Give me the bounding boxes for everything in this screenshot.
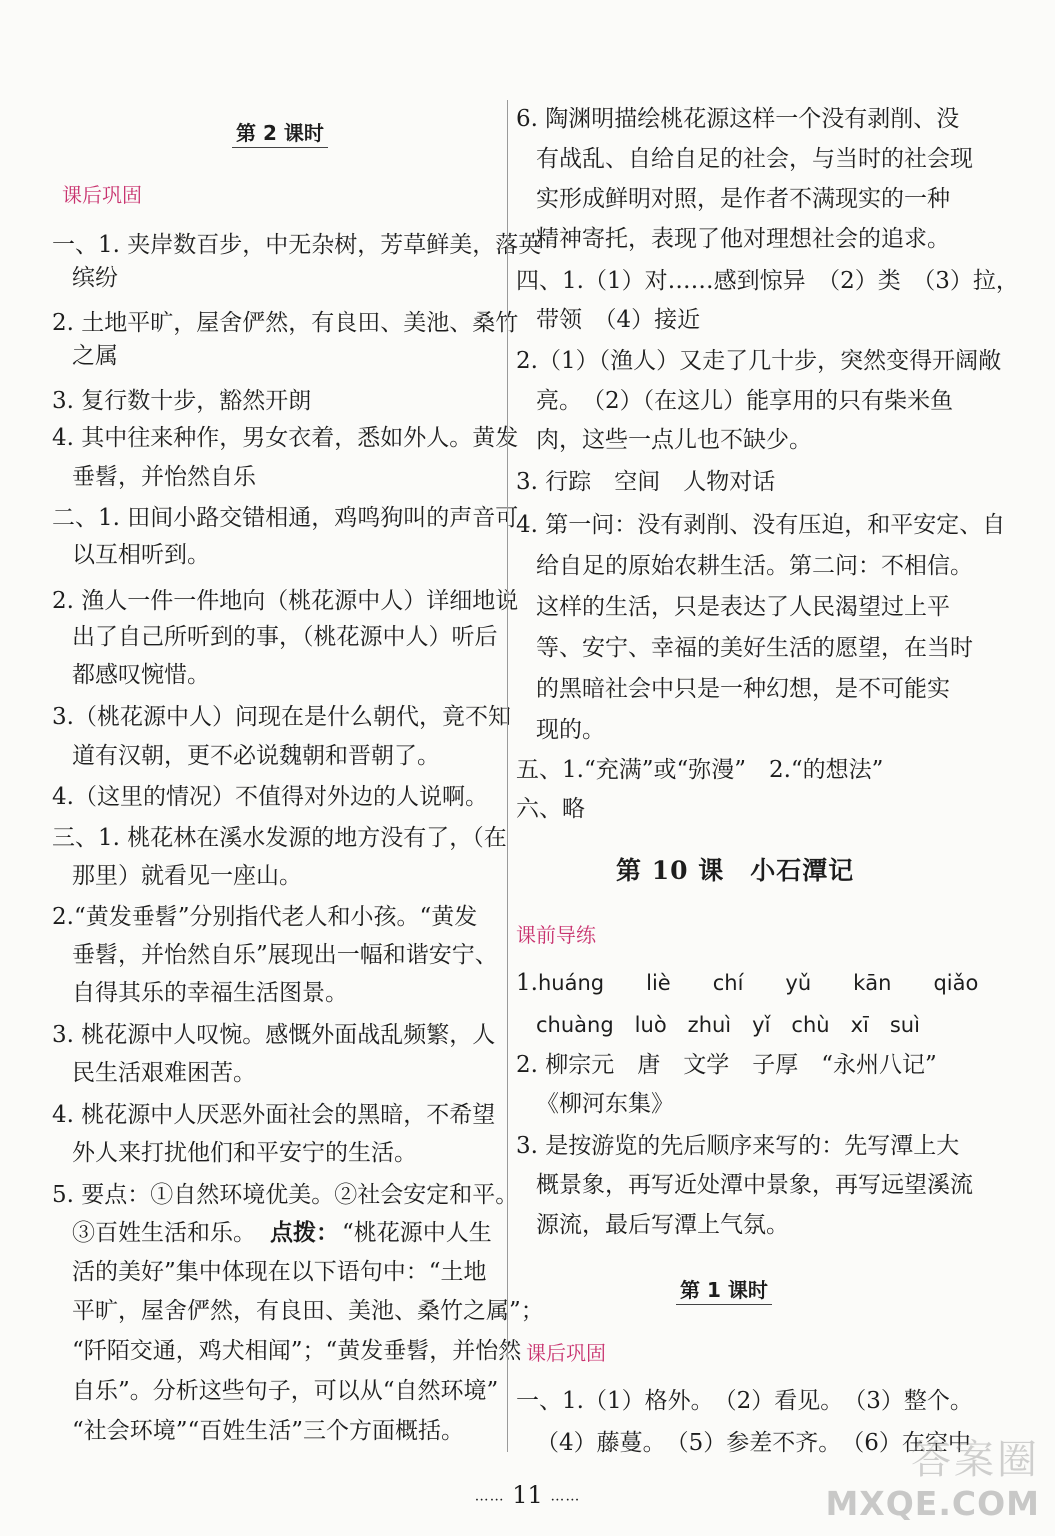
pinyin-line: chuàng luò zhuì yǐ chù xī suì: [536, 1013, 920, 1037]
watermark-logo-text: 答案圈: [911, 1437, 1040, 1483]
text-line: 等、安宁、幸福的美好生活的愿望，在当时: [536, 635, 973, 661]
text-line: 一、1.（1）格外。 （2）看见。 （3）整个。: [516, 1388, 973, 1414]
text-line: 五、1.“充满”或“弥漫” 2.“的想法”: [516, 757, 884, 783]
text-line: 3. 桃花源中人叹惋。感慨外面战乱频繁，人: [52, 1022, 496, 1048]
text-line: 4. 桃花源中人厌恶外面社会的黑暗，不希望: [52, 1102, 496, 1128]
column-divider: [507, 100, 508, 1452]
text-line: 3. 行踪 空间 人物对话: [516, 469, 776, 495]
text-line: “桃花源中人生: [342, 1220, 492, 1246]
text-line: 自得其乐的幸福生活图景。: [72, 980, 348, 1006]
text-line: 源流，最后写潭上气氛。: [536, 1212, 789, 1238]
pinyin-line: huáng liè chí yǔ kān qiǎo: [538, 971, 979, 995]
page-dots-left: ……: [474, 1488, 505, 1505]
text-line: 2. 土地平旷，屋舍俨然，有良田、美池、桑竹: [52, 310, 519, 336]
text-line: 一、1. 夹岸数百步，中无杂树，芳草鲜美，落英: [52, 232, 542, 258]
text-line: 六、略: [516, 796, 585, 822]
text-line: 以互相听到。: [72, 542, 210, 568]
text-line: 垂髫，并怡然自乐: [72, 464, 256, 490]
text-line: 4. 其中往来种作，男女衣着，悉如外人。黄发: [52, 425, 519, 451]
lesson-period-label: 第 1 课时: [676, 1278, 772, 1305]
lesson-period-heading: [232, 118, 328, 148]
text-line: 有战乱、自给自足的社会，与当时的社会现: [536, 146, 973, 172]
text-line: 实形成鲜明对照，是作者不满现实的一种: [536, 186, 950, 212]
text-line: “社会环境”“百姓生活”三个方面概括。: [72, 1418, 465, 1444]
text-line: 概景象，再写近处潭中景象，再写远望溪流: [536, 1172, 973, 1198]
text-line: 缤纷: [72, 265, 118, 291]
page-number: 11: [512, 1481, 543, 1509]
text-line: 5. 要点：①自然环境优美。②社会安定和平。: [52, 1182, 519, 1208]
text-line: 精神寄托，表现了他对理想社会的追求。: [536, 226, 950, 252]
text-line: 亮。 （2）（在这儿）能享用的只有柴米鱼: [536, 388, 954, 414]
lesson-period-heading: [676, 1275, 772, 1305]
lesson-title: 第 10 课 小石潭记: [616, 856, 855, 885]
text-line: 4.（这里的情况）不值得对外边的人说啊。: [52, 784, 488, 810]
text-line: 1.: [516, 970, 538, 996]
watermark: [825, 1428, 1050, 1532]
text-line: 点拨：: [270, 1219, 339, 1246]
text-line: 活的美好”集中体现在以下语句中：“土地: [72, 1259, 487, 1285]
text-line: 现的。: [536, 717, 605, 743]
text-line: 4. 第一问：没有剥削、没有压迫，和平安定、自: [516, 512, 1006, 538]
lesson-period-label: 第 2 课时: [232, 121, 328, 148]
text-line: 出了自己所听到的事，（桃花源中人）听后: [72, 624, 498, 650]
text-line: 平旷，屋舍俨然，有良田、美池、桑竹之属”；: [72, 1298, 544, 1324]
text-line: （4）藤蔓。 （5）参差不齐。 （6）在空中: [536, 1430, 971, 1456]
text-line: 给自足的原始农耕生活。第二问：不相信。: [536, 553, 973, 579]
section-heading: 课后巩固: [62, 183, 142, 207]
text-line: 二、1. 田间小路交错相通，鸡鸣狗叫的声音可: [52, 505, 519, 531]
page-dots-right: ……: [550, 1488, 581, 1505]
text-line: 3. 复行数十步，豁然开朗: [52, 388, 312, 414]
text-line: 《柳河东集》: [536, 1091, 674, 1117]
text-line: 2.“黄发垂髫”分别指代老人和小孩。“黄发: [52, 904, 478, 930]
text-line: 的黑暗社会中只是一种幻想，是不可能实: [536, 676, 950, 702]
text-line: 那里）就看见一座山。: [72, 863, 302, 889]
section-heading: 课前导练: [516, 923, 596, 947]
text-line: 垂髫，并怡然自乐”展现出一幅和谐安宁、: [72, 942, 498, 968]
text-line: ③百姓生活和乐。: [72, 1220, 256, 1246]
text-line: 道有汉朝，更不必说魏朝和晋朝了。: [72, 743, 440, 769]
text-line: 带领 （4）接近: [536, 307, 701, 333]
text-line: 都感叹惋惜。: [72, 662, 210, 688]
text-line: 三、1. 桃花林在溪水发源的地方没有了，（在: [52, 825, 507, 851]
watermark-url: MXQE.COM: [825, 1484, 1040, 1523]
text-line: 自乐”。分析这些句子，可以从“自然环境”: [72, 1378, 499, 1404]
text-line: 外人来打扰他们和平安宁的生活。: [72, 1140, 417, 1166]
text-line: 2.（1）（渔人）又走了几十步，突然变得开阔敞: [516, 348, 1002, 374]
text-line: 3.（桃花源中人）问现在是什么朝代，竟不知: [52, 704, 511, 730]
text-line: 之属: [72, 343, 118, 369]
text-line: 6. 陶渊明描绘桃花源这样一个没有剥削、没: [516, 106, 960, 132]
text-line: 民生活艰难困苦。: [72, 1060, 256, 1086]
text-line: 四、1.（1）对……感到惊异 （2）类 （3）拉，: [516, 268, 1019, 294]
text-line: 2. 柳宗元 唐 文学 子厚 “永州八记”: [516, 1052, 937, 1078]
text-line: 这样的生活，只是表达了人民渴望过上平: [536, 594, 950, 620]
text-line: 肉，这些一点儿也不缺少。: [536, 427, 812, 453]
text-line: 3. 是按游览的先后顺序来写的：先写潭上大: [516, 1133, 960, 1159]
text-line: “阡陌交通，鸡犬相闻”；“黄发垂髫，并怡然: [72, 1338, 522, 1364]
text-line: 2. 渔人一件一件地向（桃花源中人）详细地说: [52, 588, 519, 614]
section-heading: 课后巩固: [526, 1341, 606, 1365]
